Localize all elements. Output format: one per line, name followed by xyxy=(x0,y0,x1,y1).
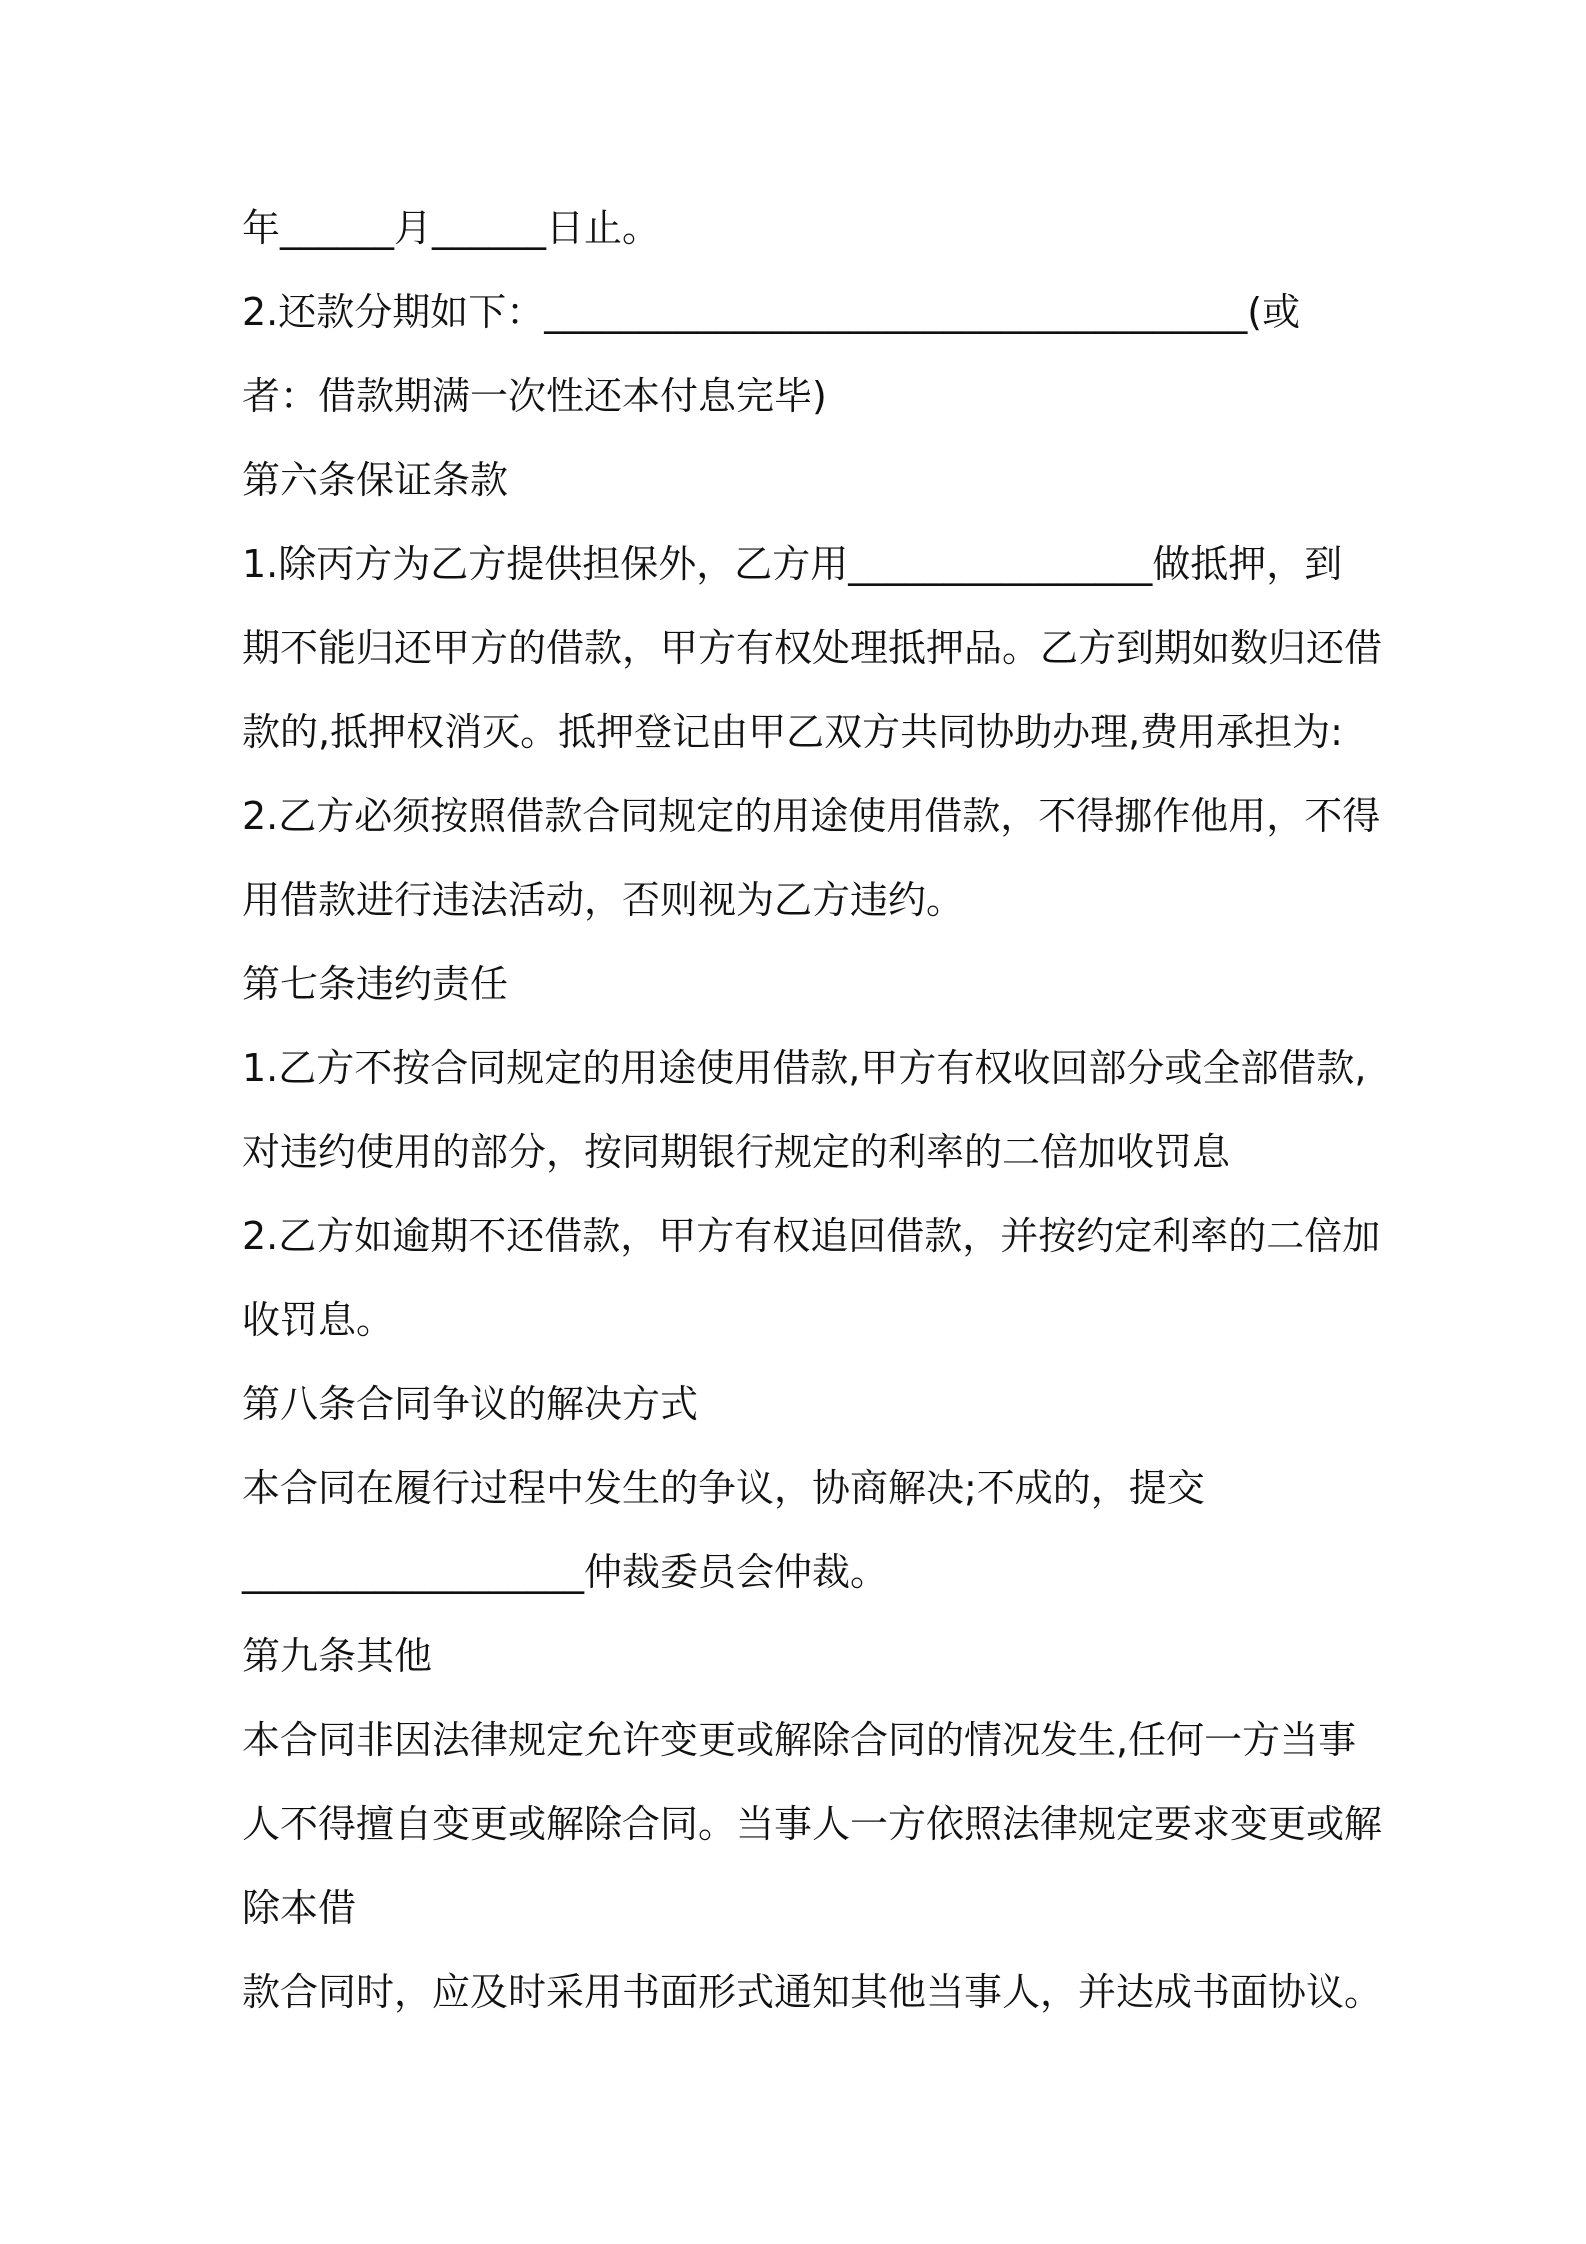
text-line-20: 人不得擅自变更或解除合同。当事人一方依照法律规定要求变更或解 xyxy=(242,1802,1383,1846)
text-line-1: 年______月______日止。 xyxy=(242,206,661,250)
text-line-8: 2.乙方必须按照借款合同规定的用途使用借款，不得挪作他用，不得 xyxy=(242,794,1381,838)
text-line-12: 对违约使用的部分，按同期银行规定的利率的二倍加收罚息 xyxy=(242,1130,1231,1174)
text-line-6: 期不能归还甲方的借款，甲方有权处理抵押品。乙方到期如数归还借 xyxy=(242,626,1383,670)
text-line-14: 收罚息。 xyxy=(242,1298,395,1342)
section-heading-9: 第九条其他 xyxy=(242,1634,433,1678)
text-line-21: 除本借 xyxy=(242,1886,357,1930)
section-heading-8: 第八条合同争议的解决方式 xyxy=(242,1382,699,1426)
text-line-7: 款的,抵押权消灭。抵押登记由甲乙双方共同协助办理,费用承担为: xyxy=(242,710,1343,754)
section-heading-6: 第六条保证条款 xyxy=(242,458,509,502)
text-line-13: 2.乙方如逾期不还借款，甲方有权追回借款，并按约定利率的二倍加 xyxy=(242,1214,1381,1258)
text-line-2: 2.还款分期如下：_____________________________________(或 xyxy=(242,290,1301,334)
text-line-17: __________________仲裁委员会仲裁。 xyxy=(242,1550,889,1594)
text-line-5: 1.除丙方为乙方提供担保外，乙方用________________做抵押，到 xyxy=(242,542,1343,586)
text-line-3: 者：借款期满一次性还本付息完毕) xyxy=(242,374,827,418)
text-line-11: 1.乙方不按合同规定的用途使用借款,甲方有权收回部分或全部借款, xyxy=(242,1046,1367,1090)
section-heading-7: 第七条违约责任 xyxy=(242,962,509,1006)
text-line-19: 本合同非因法律规定允许变更或解除合同的情况发生,任何一方当事 xyxy=(242,1718,1357,1762)
text-line-22: 款合同时，应及时采用书面形式通知其他当事人，并达成书面协议。 xyxy=(242,1970,1383,2014)
text-line-9: 用借款进行违法活动，否则视为乙方违约。 xyxy=(242,878,965,922)
text-line-16: 本合同在履行过程中发生的争议，协商解决;不成的，提交 xyxy=(242,1466,1205,1510)
